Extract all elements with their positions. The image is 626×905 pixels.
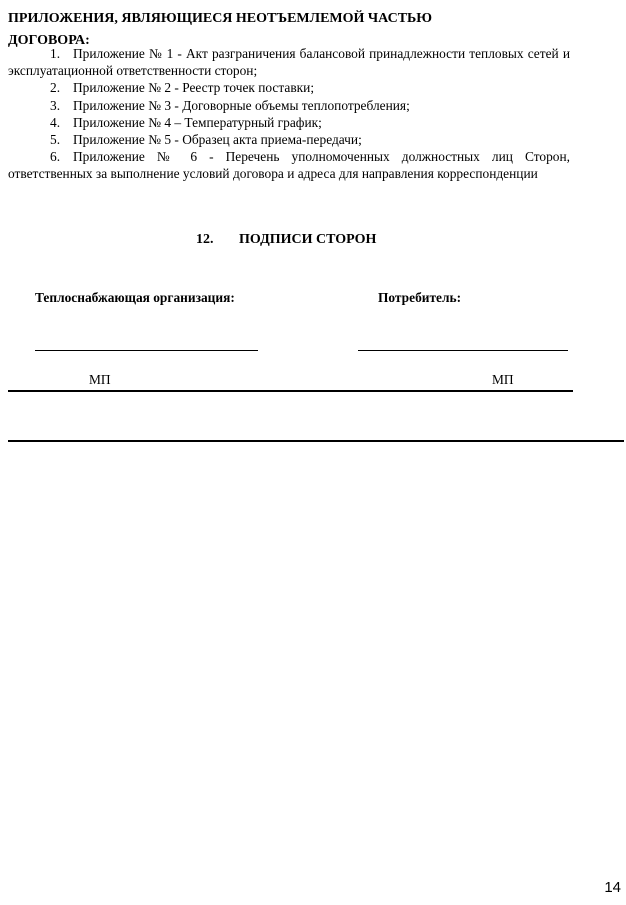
horizontal-rule [8,390,573,392]
consumer-label: Потребитель: [378,290,462,305]
appendix-item-3 [8,97,570,114]
appendices-heading-line-2: ДОГОВОРА: [8,33,90,48]
horizontal-rule [8,440,624,442]
appendix-number: 1. [50,46,61,61]
page-number: 14 [604,879,621,896]
section-number: 12. [196,232,214,247]
appendix-text: Приложение № 2 - Реестр точек поставки; [73,80,315,96]
appendix-item-2 [8,79,570,96]
appendix-number: 3. [50,97,61,113]
section-title-text: ПОДПИСИ СТОРОН [239,232,377,247]
appendix-item-1 [8,45,570,79]
appendix-number: 6. [50,149,61,165]
appendix-item-6 [8,148,570,182]
appendix-number: 2. [50,80,61,96]
supplier-signature-line [35,350,258,351]
appendices-list [8,45,570,183]
supplier-stamp-label: МП [89,372,111,387]
appendix-text: Приложение № 3 - Договорные объемы теплопотребления; [73,97,410,113]
consumer-stamp-label: МП [492,372,514,387]
appendix-item-5 [8,131,570,148]
appendices-heading-line-1: ПРИЛОЖЕНИЯ, ЯВЛЯЮЩИЕСЯ НЕОТЪЕМЛЕМОЙ ЧАСТЬЮ [8,11,433,26]
appendix-text: Приложение № 5 - Образец акта приема-передачи; [73,132,362,148]
appendix-text: Приложение № 1 - Акт разграничения балансовой принадлежности тепловых сетей и эксплуатационной ответственности сторон; [8,46,570,79]
supplier-label: Теплоснабжающая организация: [35,290,235,305]
appendix-number: 4. [50,114,61,130]
appendix-number: 5. [50,132,61,148]
appendix-item-4 [8,114,570,131]
consumer-signature-line [358,350,568,351]
appendix-text: Приложение № 6 - Перечень уполномоченных должностных лиц Сторон, ответственных за выполнение условий договора и адреса для направления корреспонденции [8,149,570,182]
appendix-text: Приложение № 4 – Температурный график; [73,114,322,130]
